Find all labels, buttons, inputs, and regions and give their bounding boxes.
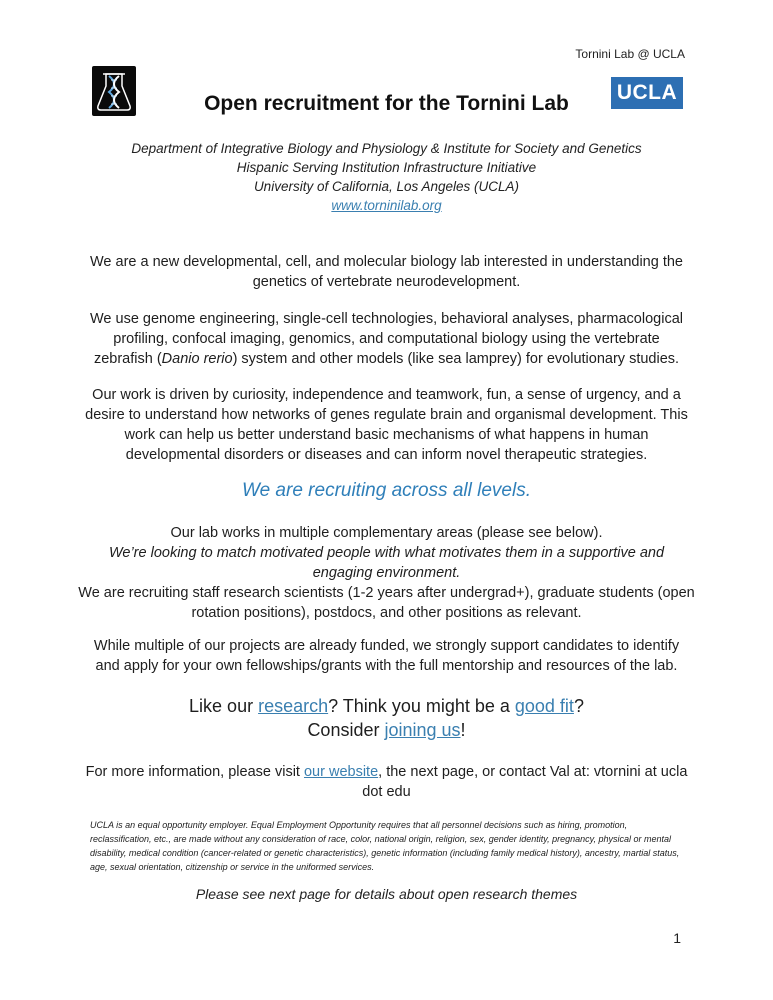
contact-text: , the next page, or contact Val at: vtornini at ucla bbox=[378, 764, 688, 780]
funding-line: While multiple of our projects are already funded, we strongly support candidates to identify bbox=[93, 638, 680, 654]
lab-website-link[interactable]: www.torninilab.org bbox=[331, 198, 442, 213]
good-fit-link[interactable]: good fit bbox=[514, 696, 574, 716]
cta-text: ? Think you might be a bbox=[328, 696, 515, 716]
cta-text: Like our bbox=[189, 696, 259, 716]
positions-paragraph bbox=[0, 523, 773, 623]
values-line: desire to understand how networks of genes regulate brain and organismal development. This bbox=[85, 407, 688, 423]
next-page-note: Please see next page for details about open research themes bbox=[195, 886, 578, 902]
page-number: 1 bbox=[673, 930, 681, 946]
contact-info bbox=[0, 762, 773, 802]
cta-text: ? bbox=[573, 696, 584, 716]
page-title: Open recruitment for the Tornini Lab bbox=[204, 92, 569, 115]
contact-text: For more information, please visit bbox=[85, 764, 304, 780]
equal-opportunity-statement: UCLA is an equal opportunity employer. Equal Employment Opportunity requires that all personnel decisions such as hiring, promotion, reclassification, etc., are made without any consideration of race, color, national origin, religion, sex, gender identity, pregnancy, physical or mental disability, medical condition (cancer-related or genetic characteristics), genetic information (including family medical history), ancestry, martial status, age, sexual orientation, citizenship or service in the uniformed services. bbox=[90, 820, 680, 872]
contact-text: dot edu bbox=[362, 784, 411, 800]
affiliation-university: University of California, Los Angeles (UCLA) bbox=[253, 179, 520, 194]
methods-paragraph bbox=[0, 309, 773, 369]
positions-line: We’re looking to match motivated people with what motivates them in a supportive and bbox=[108, 545, 665, 561]
methods-text: ) system and other models (like sea lamprey) for evolutionary studies. bbox=[232, 351, 680, 367]
values-paragraph bbox=[0, 385, 773, 465]
methods-text: zebrafish ( bbox=[93, 351, 162, 367]
research-link[interactable]: research bbox=[258, 696, 329, 716]
header-lab-label: Tornini Lab @ UCLA bbox=[575, 47, 685, 61]
values-line: developmental disorders or diseases and can inform novel therapeutic strategies. bbox=[125, 447, 648, 463]
species-name: Danio rerio bbox=[161, 351, 233, 367]
methods-line bbox=[0, 349, 773, 369]
positions-line: rotation positions), postdocs, and other positions as relevant. bbox=[191, 605, 582, 621]
affiliation-initiative: Hispanic Serving Institution Infrastructure Initiative bbox=[236, 160, 537, 175]
recruiting-heading: We are recruiting across all levels. bbox=[242, 480, 531, 501]
cta-text: ! bbox=[460, 720, 466, 740]
affiliation-department: Department of Integrative Biology and Physiology & Institute for Society and Genetics bbox=[131, 141, 642, 156]
cta-text: Consider bbox=[307, 720, 385, 740]
our-website-link[interactable]: our website bbox=[303, 764, 379, 780]
methods-line: profiling, confocal imaging, genomics, and computational biology using the vertebrate bbox=[113, 331, 660, 347]
positions-line: Our lab works in multiple complementary areas (please see below). bbox=[170, 525, 603, 541]
positions-line: We are recruiting staff research scientists (1-2 years after undergrad+), graduate students (open bbox=[78, 585, 695, 601]
joining-us-link[interactable]: joining us bbox=[384, 720, 461, 740]
values-line: Our work is driven by curiosity, independence and teamwork, fun, a sense of urgency, and a bbox=[92, 387, 681, 403]
intro-paragraph bbox=[0, 252, 773, 292]
methods-line: We use genome engineering, single-cell technologies, behavioral analyses, pharmacological bbox=[90, 311, 683, 327]
intro-line: genetics of vertebrate neurodevelopment. bbox=[252, 274, 521, 290]
funding-line: and apply for your own fellowships/grants with the full mentorship and resources of the lab. bbox=[95, 658, 678, 674]
values-line: work can help us better understand basic mechanisms of what happens in human bbox=[124, 427, 649, 443]
funding-paragraph bbox=[0, 636, 773, 676]
call-to-action bbox=[0, 694, 773, 742]
affiliation-block bbox=[0, 139, 773, 215]
intro-line: We are a new developmental, cell, and molecular biology lab interested in understanding the bbox=[90, 254, 683, 270]
positions-line: engaging environment. bbox=[312, 565, 461, 581]
ucla-logo: UCLA bbox=[611, 77, 683, 109]
